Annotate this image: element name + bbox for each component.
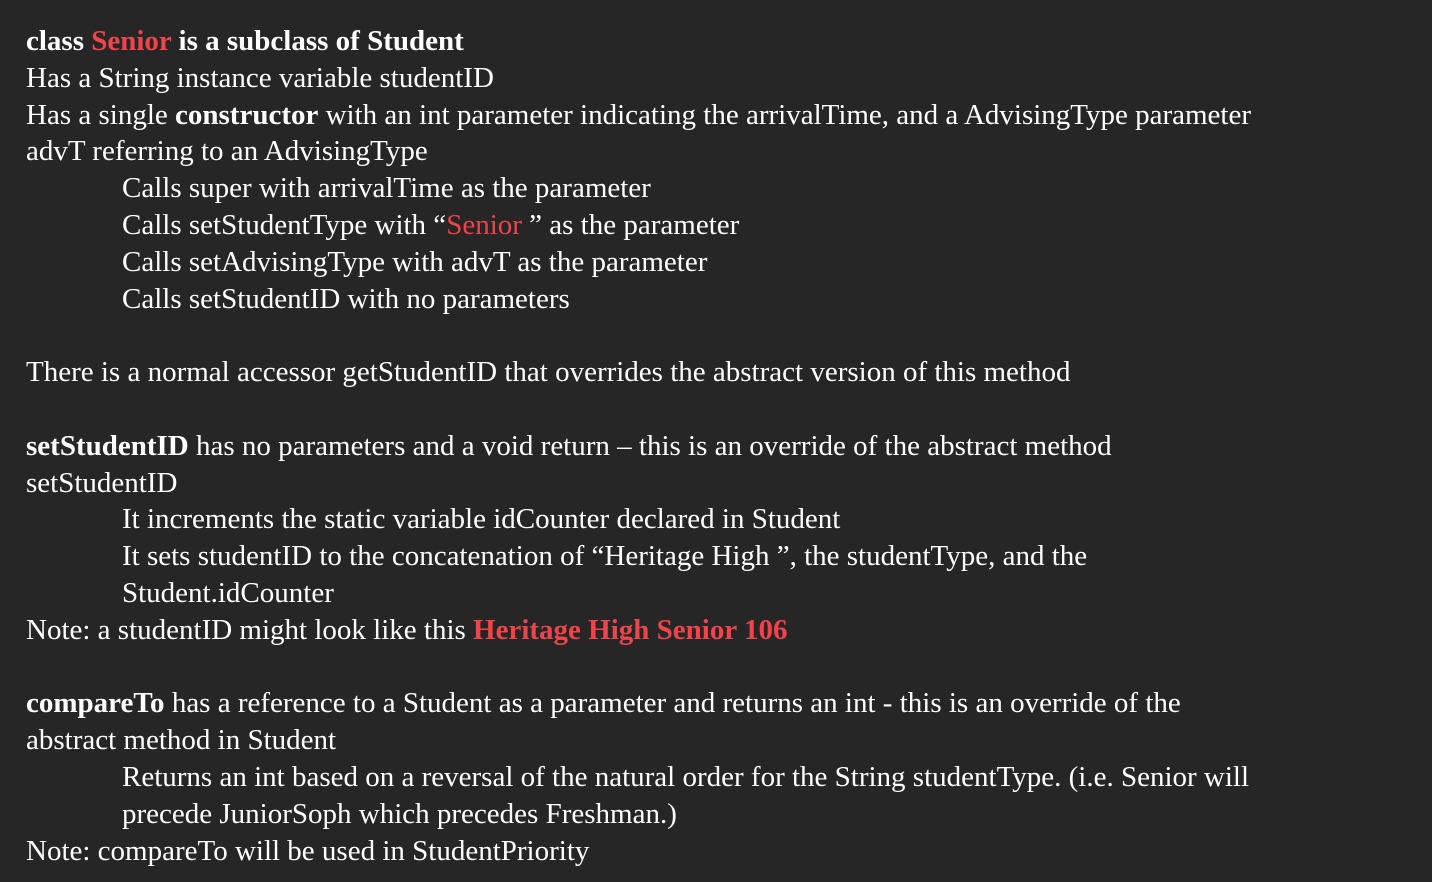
constructor-line-2: advT referring to an AdvisingType [26, 135, 428, 168]
constructor-step-set-student-id: Calls setStudentID with no parameters [122, 282, 570, 315]
class-header-prefix: class [26, 25, 92, 57]
constructor-step-super: Calls super with arrivalTime as the parameter [122, 172, 651, 205]
set-student-id-line-1 [26, 428, 1416, 465]
constructor-step-2-post: ” as the parameter [521, 208, 740, 241]
constructor-step-set-advising-type: Calls setAdvisingType with advT as the parameter [122, 245, 708, 278]
spacer [26, 391, 1416, 428]
class-header-suffix: is a subclass of Student [171, 25, 464, 57]
constructor-step-2-senior: Senior [446, 208, 522, 241]
constructor-step-2-pre: Calls setStudentType with “ [122, 208, 447, 241]
compare-to-step-1: Returns an int based on a reversal of the natural order for the String studentType. (i.e. Senior will [122, 760, 1250, 793]
class-name: Senior [91, 25, 172, 57]
constructor-line-1-pre: Has a single [26, 98, 175, 131]
constructor-keyword: constructor [175, 98, 319, 131]
constructor-line-1 [26, 97, 1416, 134]
set-student-id-step-concat: It sets studentID to the concatenation of “Heritage High ”, the studentType, and the [122, 540, 1088, 573]
class-header [26, 23, 1416, 60]
compare-to-line-2: abstract method in Student [26, 724, 337, 757]
set-student-id-line-1-post: has no parameters and a void return – this is an override of the abstract method [188, 429, 1112, 462]
constructor-step-set-student-type [26, 207, 1416, 244]
spacer [26, 649, 1416, 686]
student-id-note [26, 612, 1416, 649]
student-id-note-pre: Note: a studentID might look like this [26, 613, 474, 646]
compare-to-note: Note: compareTo will be used in StudentPriority [26, 834, 590, 867]
document-body [26, 23, 1416, 869]
set-student-id-step-increment: It increments the static variable idCounter declared in Student [122, 503, 841, 536]
spacer [26, 317, 1416, 354]
set-student-id-step-concat-cont: Student.idCounter [122, 576, 334, 609]
compare-to-step-2: precede JuniorSoph which precedes Freshman.) [122, 797, 677, 830]
accessor-line: There is a normal accessor getStudentID that overrides the abstract version of this method [26, 356, 1071, 389]
set-student-id-keyword: setStudentID [26, 429, 189, 462]
constructor-line-1-post: with an int parameter indicating the arrivalTime, and a AdvisingType parameter [318, 98, 1252, 131]
student-id-example: Heritage High Senior 106 [473, 613, 788, 646]
set-student-id-line-2: setStudentID [26, 466, 178, 499]
compare-to-keyword: compareTo [26, 687, 165, 720]
instance-variable-line: Has a String instance variable studentID [26, 61, 494, 94]
compare-to-line-1-post: has a reference to a Student as a parameter and returns an int - this is an override of the [164, 687, 1181, 720]
compare-to-line-1 [26, 685, 1416, 722]
